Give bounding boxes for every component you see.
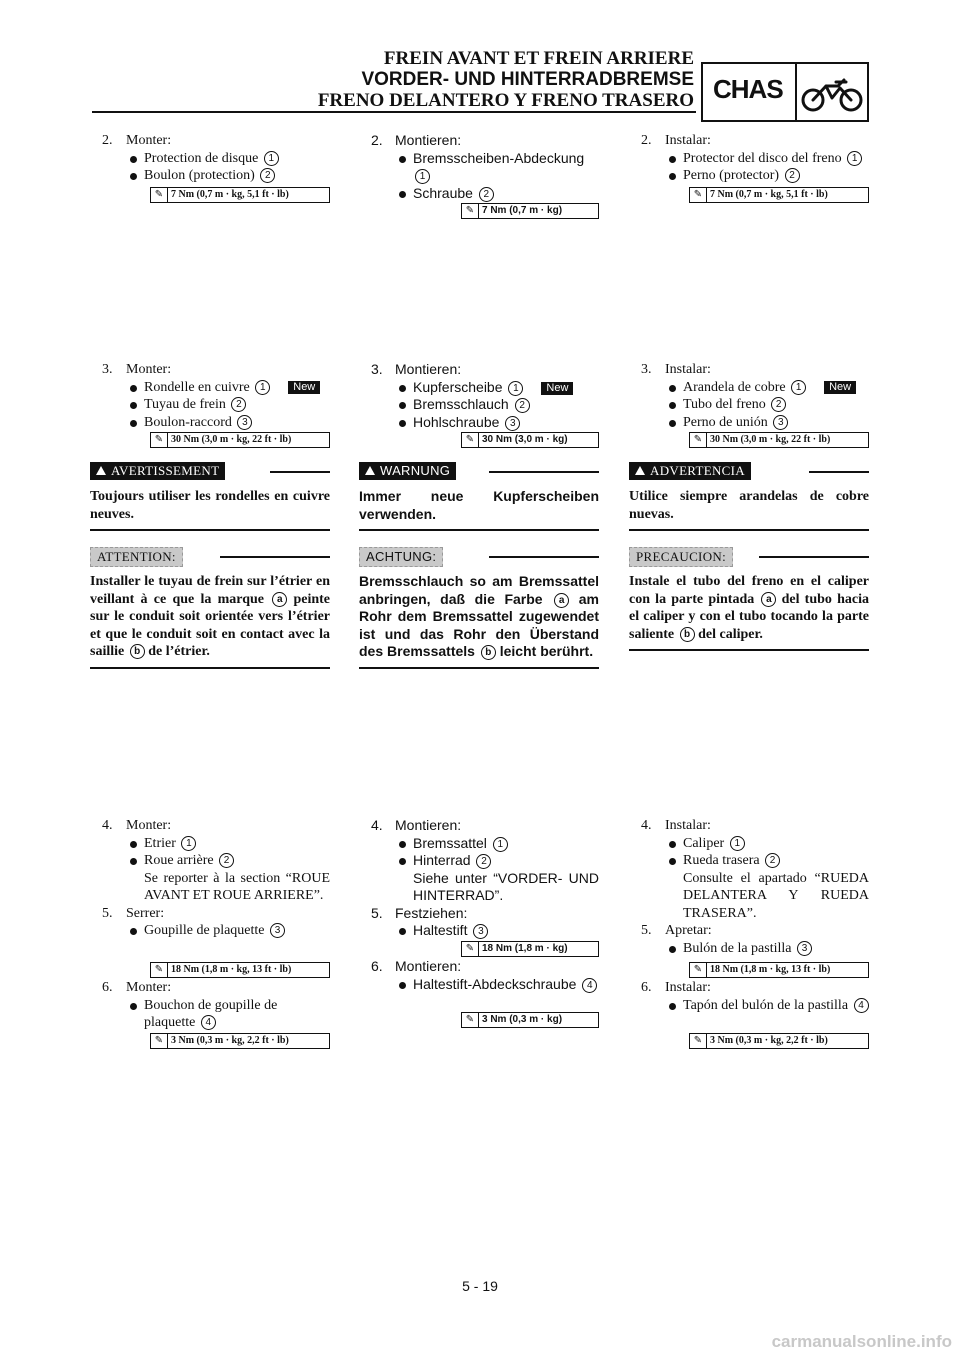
wrench-icon: ✎ [151,1034,168,1048]
wrench-icon: ✎ [690,1034,707,1048]
list-item: Haltestift 3 [359,922,599,940]
list-item: Tubo del freno 2 [629,396,869,414]
wrench-icon: ✎ [151,188,168,202]
warning-label: AVERTISSEMENT [90,462,225,480]
torque-spec: ✎ 30 Nm (3,0 m · kg, 22 ft · lb) [150,432,330,448]
torque-spec: ✎ 18 Nm (1,8 m · kg, 13 ft · lb) [689,962,869,978]
list-item: Haltestift-Abdeckschraube 4 [359,976,599,994]
list-item: Hinterrad 2 [359,852,599,870]
torque-spec: ✎ 7 Nm (0,7 m · kg, 5,1 ft · lb) [689,187,869,203]
warning-triangle-icon [96,466,106,475]
caution-box: ACHTUNG: Bremsschlauch so am Bremssattel anbringen, daß die Farbe a am Rohr dem Bremssattel zugewendet ist und das Rohr den Überstand des Bremssattels b leicht berührt. [359,547,599,669]
list-item: Bulón de la pastilla 3 [629,940,869,958]
list-item: Rondelle en cuivre 1 New [90,379,330,397]
section-badge-label: CHAS [713,74,783,104]
list-item: Protection de disque 1 [90,150,330,168]
caution-label: ATTENTION: [90,547,183,567]
warning-box: WARNUNG Immer neue Kupferscheiben verwenden. [359,462,599,531]
list-item: Schraube 2 [359,185,599,203]
list-item: Etrier 1 [90,835,330,853]
wrench-icon: ✎ [462,433,479,447]
fr-step-4: 4. Monter: Etrier 1 Roue arrière 2 Se reporter à la section “ROUE AVANT ET ROUE ARRIERE”. 5. Serrer: Goupille de plaquette 3 [90,817,330,940]
torque-spec: ✎ 18 Nm (1,8 m · kg) [461,941,599,957]
motorcycle-icon [800,70,864,114]
caution-label: PRECAUCION: [629,547,733,567]
wrench-icon: ✎ [690,963,707,977]
title-es: FRENO DELANTERO Y FRENO TRASERO [317,90,694,111]
caution-label: ACHTUNG: [359,547,443,567]
list-item: Tapón del bulón de la pastilla 4 [629,997,869,1015]
list-item: Tuyau de frein 2 [90,396,330,414]
de-step-6: 6. Montieren: Haltestift-Abdeckschraube 4 [359,958,599,993]
fr-step-6: 6. Monter: Bouchon de goupille de plaquette 4 [90,979,330,1032]
wrench-icon: ✎ [151,433,168,447]
warning-box: ADVERTENCIA Utilice siempre arandelas de cobre nuevas. [629,462,869,531]
fr-step-2: 2. Monter: Protection de disque 1 Boulon (protection) 2 [90,132,330,185]
list-item: Goupille de plaquette 3 [90,922,330,940]
list-item: Bremssattel 1 [359,835,599,853]
es-step-4: 4. Instalar: Caliper 1 Rueda trasera 2 Consulte el apartado “RUEDA DELANTERA Y RUEDA TRASERA”. 5. Apretar: Bulón de la pastilla 3 [629,817,869,957]
list-item: Bremsschlauch 2 [359,396,599,414]
list-item: Caliper 1 [629,835,869,853]
torque-spec: ✎ 30 Nm (3,0 m · kg, 22 ft · lb) [689,432,869,448]
page-header [318,48,694,111]
footer-watermark: carmanualsonline.info [771,1332,952,1351]
list-item: Hohlschraube 3 [359,414,599,432]
caution-box: PRECAUCION: Instale el tubo del freno en el caliper con la parte pintada a del tubo hacia el caliper y con el tubo tocando la parte saliente b del caliper. [629,547,869,651]
de-step-4: 4. Montieren: Bremssattel 1 Hinterrad 2 Siehe unter “VORDER- UND HINTERRAD”. 5. Festziehen: Haltestift 3 [359,817,599,940]
torque-spec: ✎ 3 Nm (0,3 m · kg, 2,2 ft · lb) [689,1033,869,1049]
wrench-icon: ✎ [462,942,479,956]
warning-triangle-icon [365,466,375,475]
torque-spec: ✎ 7 Nm (0,7 m · kg) [461,203,599,219]
wrench-icon: ✎ [690,433,707,447]
warning-triangle-icon [635,466,645,475]
list-item: Protector del disco del freno 1 [629,150,869,168]
torque-spec: ✎ 7 Nm (0,7 m · kg, 5,1 ft · lb) [150,187,330,203]
torque-spec: ✎ 3 Nm (0,3 m · kg) [461,1012,599,1028]
list-item: Kupferscheibe 1 New [359,379,599,397]
list-item: Perno de unión 3 [629,414,869,432]
title-fr: FREIN AVANT ET FREIN ARRIERE [383,48,694,69]
torque-spec: ✎ 3 Nm (0,3 m · kg, 2,2 ft · lb) [150,1033,330,1049]
new-badge: New [288,381,320,394]
warning-label: ADVERTENCIA [629,462,751,480]
es-step-3: 3. Instalar: Arandela de cobre 1 New Tubo del freno 2 Perno de unión 3 [629,361,869,431]
list-item: Rueda trasera 2 [629,852,869,870]
fr-step-3: 3. Monter: Rondelle en cuivre 1 New Tuyau de frein 2 Boulon-raccord 3 [90,361,330,431]
section-badge [701,62,869,122]
wrench-icon: ✎ [690,188,707,202]
list-item: Arandela de cobre 1 New [629,379,869,397]
list-item: Roue arrière 2 [90,852,330,870]
es-step-2: 2. Instalar: Protector del disco del freno 1 Perno (protector) 2 [629,132,869,185]
list-item: Boulon-raccord 3 [90,414,330,432]
de-step-3: 3. Montieren: Kupferscheibe 1 New Bremsschlauch 2 Hohlschraube 3 [359,361,599,431]
new-badge: New [541,382,573,395]
list-item: Bremsscheiben-Abdeckung 1 [359,150,599,185]
es-step-6: 6. Instalar: Tapón del bulón de la pastilla 4 [629,979,869,1014]
wrench-icon: ✎ [462,1013,479,1027]
caution-box: ATTENTION: Installer le tuyau de frein sur l’étrier en veillant à ce que la marque a peinte sur le conduit soit orientée vers l’étrier et que le conduit soit en contact avec la saillie b de l’étrier. [90,547,330,669]
torque-spec: ✎ 18 Nm (1,8 m · kg, 13 ft · lb) [150,962,330,978]
list-item: Bouchon de goupille de plaquette 4 [90,997,330,1032]
warning-box: AVERTISSEMENT Toujours utiliser les rondelles en cuivre neuves. [90,462,330,531]
de-step-2: 2. Montieren: Bremsscheiben-Abdeckung 1 Schraube 2 [359,132,599,202]
badge-divider [795,64,797,120]
page-number: 5 - 19 [462,1278,498,1294]
header-rule [92,111,696,113]
wrench-icon: ✎ [151,963,168,977]
torque-spec: ✎ 30 Nm (3,0 m · kg) [461,432,599,448]
new-badge: New [824,381,856,394]
warning-label: WARNUNG [359,462,456,480]
list-item: Boulon (protection) 2 [90,167,330,185]
list-item: Perno (protector) 2 [629,167,869,185]
wrench-icon: ✎ [462,204,479,218]
title-de: VORDER- UND HINTERRADBREMSE [361,69,694,90]
